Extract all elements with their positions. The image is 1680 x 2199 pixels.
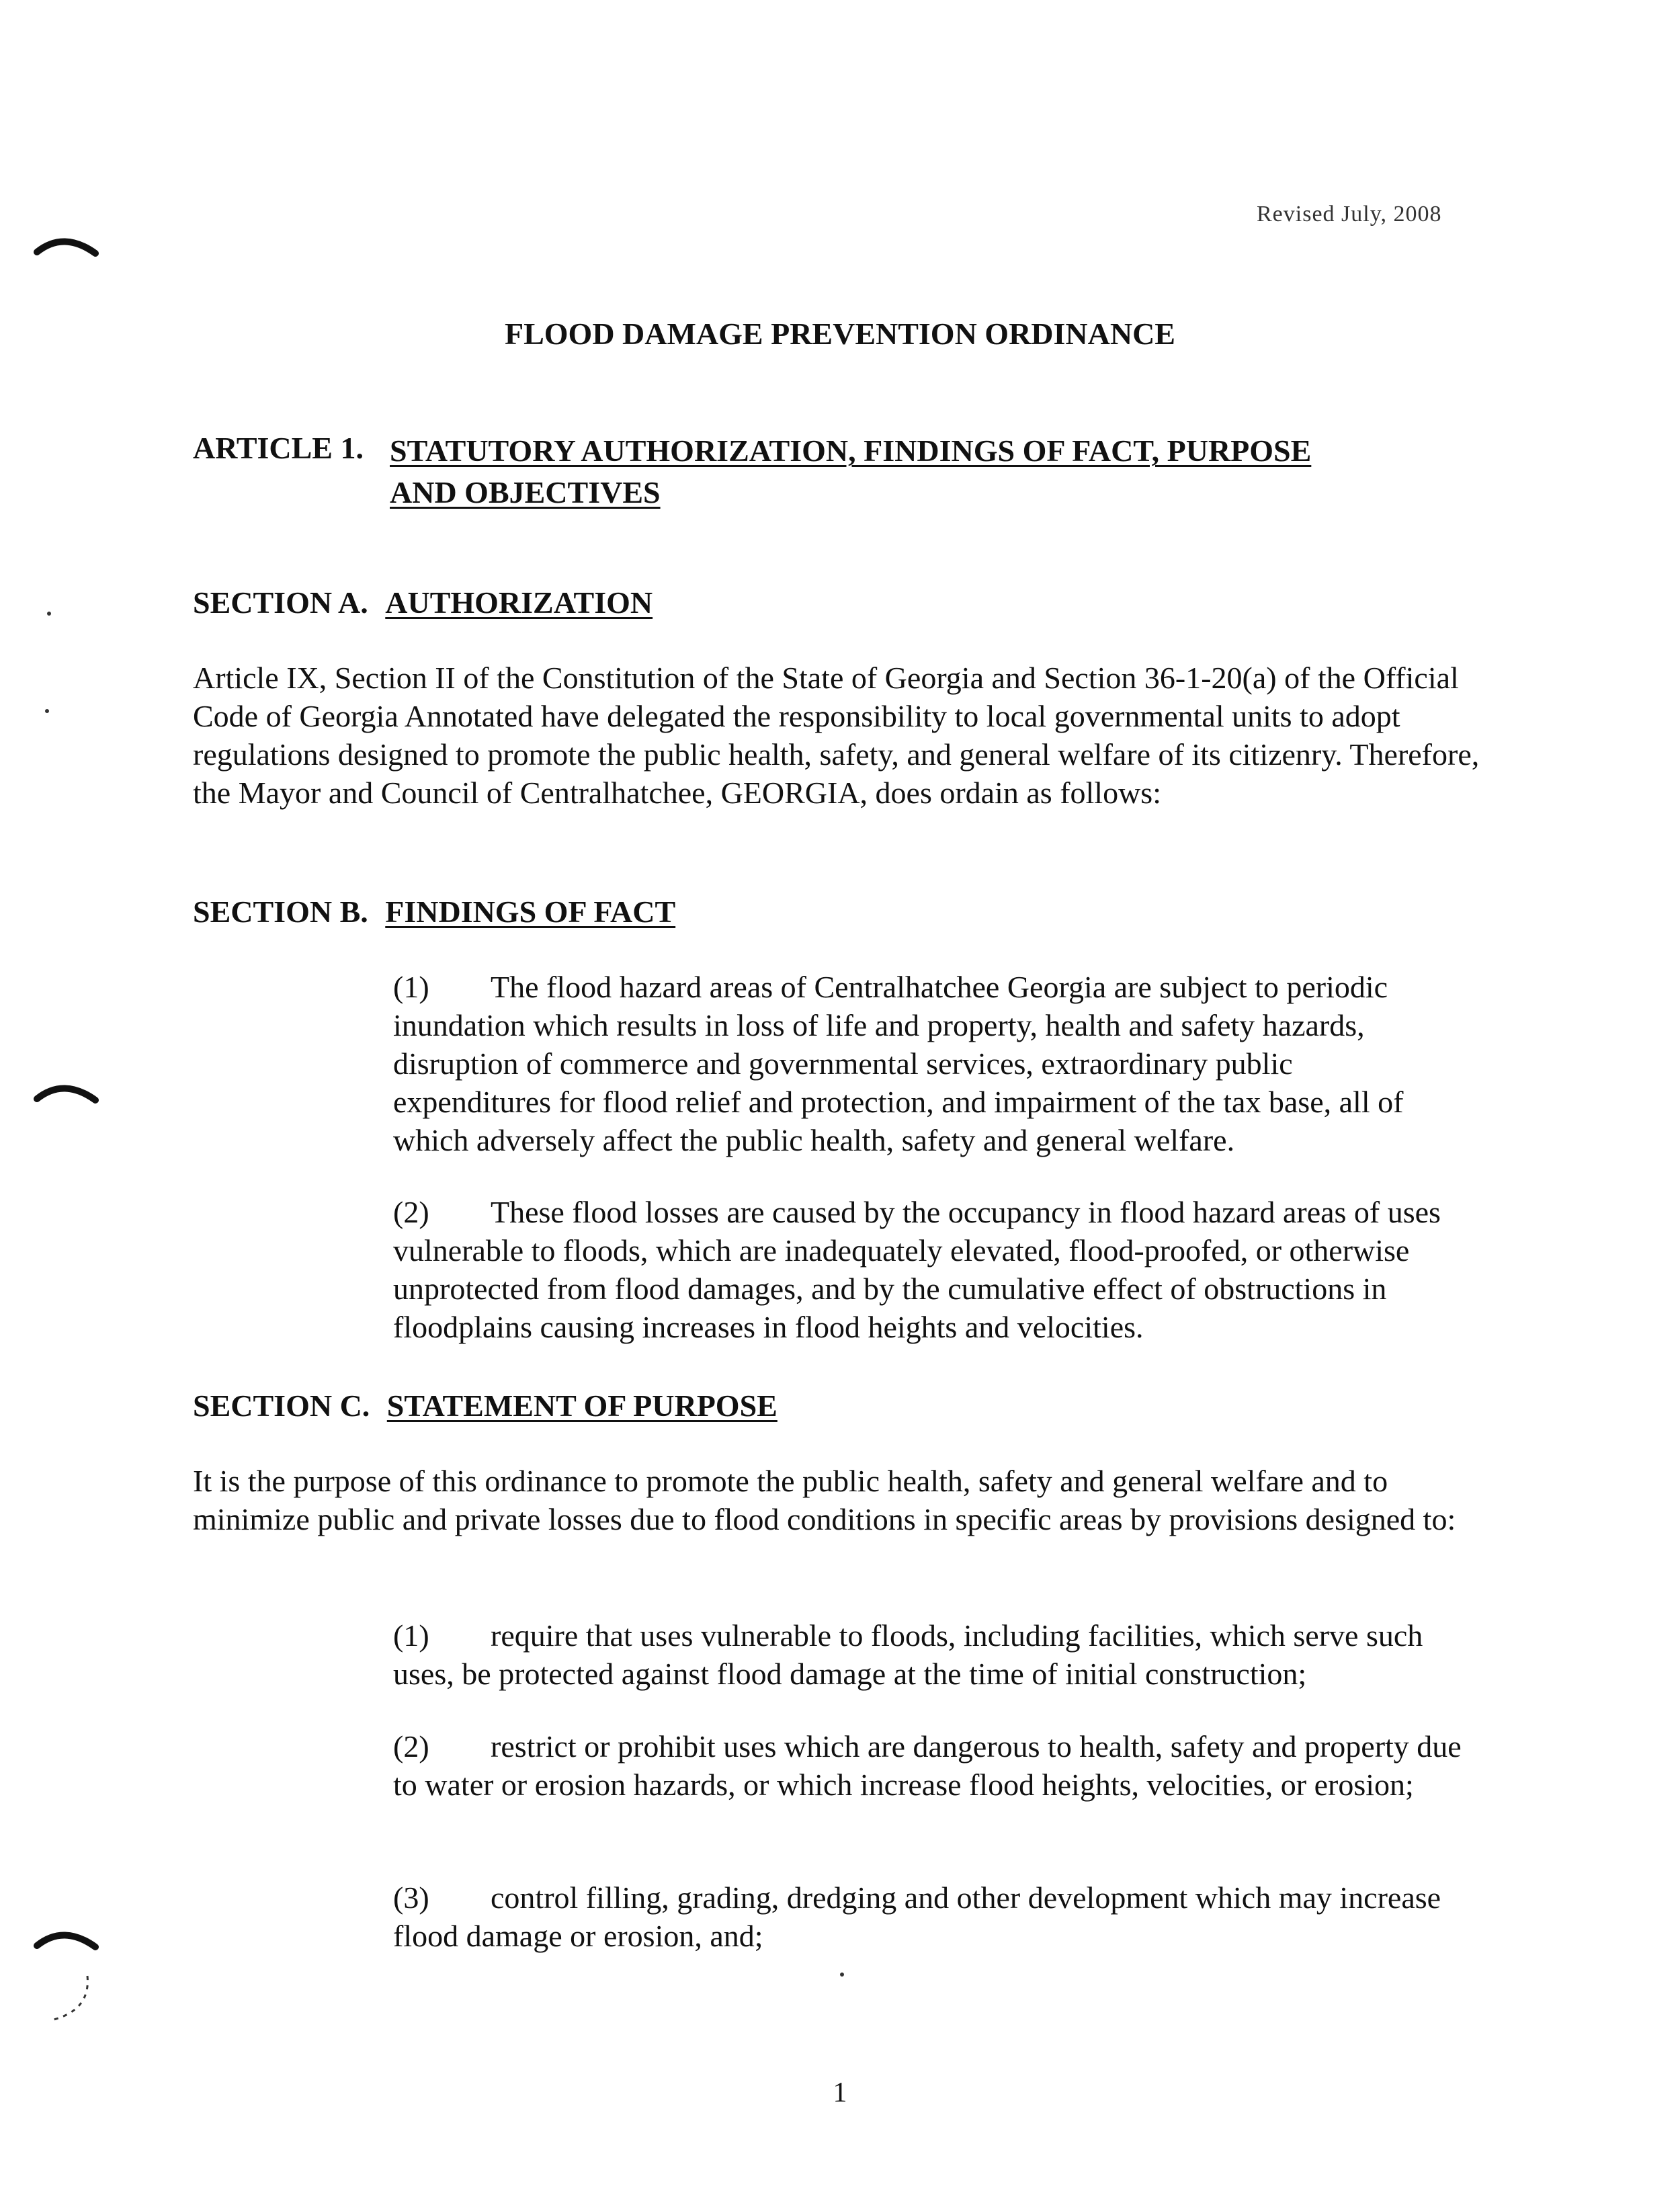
punch-hole-mark-bottom	[34, 1919, 101, 1952]
section-b-heading	[193, 894, 675, 929]
scan-speck-curve	[40, 1973, 101, 2026]
scan-speck	[47, 612, 51, 616]
section-c-body: It is the purpose of this ordinance to promote the public health, safety and general welfare and to minimize public and private losses due to flood conditions in specific areas by provisions designed to:	[193, 1464, 1456, 1536]
article-1-heading	[193, 430, 364, 466]
item-number: (2)	[393, 1195, 429, 1229]
article-title-line-1: STATUTORY AUTHORIZATION, FINDINGS OF FACT, PURPOSE	[390, 433, 1312, 468]
item-text: The flood hazard areas of Centralhatchee Georgia are subject to periodic inundation which results in loss of life and property, health and safety hazards, disruption of commerce and governmental services, extraordinary public expenditures for flood relief and protection, and impairment of the tax base, all of which adversely affect the public health, safety and general welfare.	[393, 970, 1404, 1157]
section-c-item-1	[393, 1616, 1468, 1693]
item-number: (3)	[393, 1880, 429, 1915]
punch-hole-mark-top	[34, 225, 101, 259]
section-a-heading	[193, 585, 653, 620]
document-title: FLOOD DAMAGE PREVENTION ORDINANCE	[505, 317, 1175, 351]
item-text: These flood losses are caused by the occupancy in flood hazard areas of uses vulnerable to floods, which are inadequately elevated, flood-proofed, or otherwise unprotected from flood damages, and by the cumulative effect of obstructions in floodplains causing increases in flood heights and velocities.	[393, 1195, 1441, 1344]
section-a-body: Article IX, Section II of the Constitution of the State of Georgia and Section 36-1-20(a) of the Official Code of Georgia Annotated have delegated the responsibility to local governmental units to adopt regulations designed to promote the public health, safety, and general welfare of its citizenry. Therefore, the Mayor and Council of Centralhatchee, GEORGIA, does ordain as follows:	[193, 661, 1480, 810]
scan-speck	[45, 709, 49, 713]
section-a-label: SECTION A.	[193, 585, 368, 620]
section-b-title: FINDINGS OF FACT	[385, 895, 676, 929]
item-text: restrict or prohibit uses which are dangerous to health, safety and property due to water or erosion hazards, or which increase flood heights, velocities, or erosion;	[393, 1729, 1462, 1802]
punch-hole-mark-middle	[34, 1072, 101, 1106]
section-c-heading	[193, 1388, 778, 1423]
article-1-title	[390, 430, 1311, 513]
section-c-label: SECTION C.	[193, 1388, 370, 1423]
section-c-item-3	[393, 1878, 1468, 1955]
section-b-label: SECTION B.	[193, 895, 368, 929]
article-title-line-2: AND OBJECTIVES	[390, 475, 661, 509]
item-number: (2)	[393, 1729, 429, 1764]
section-c-title: STATEMENT OF PURPOSE	[386, 1388, 778, 1423]
scan-speck	[840, 1973, 844, 1977]
item-number: (1)	[393, 1618, 429, 1653]
section-c-item-2	[393, 1727, 1482, 1804]
article-label: ARTICLE 1.	[193, 431, 364, 465]
item-text: control filling, grading, dredging and other development which may increase flood damage or erosion, and;	[393, 1880, 1441, 1953]
section-b-item-1	[393, 968, 1452, 1159]
item-text: require that uses vulnerable to floods, including facilities, which serve such uses, be protected against flood damage at the time of initial construction;	[393, 1618, 1423, 1691]
section-a-title: AUTHORIZATION	[385, 585, 653, 620]
revision-date: Revised July, 2008	[1257, 202, 1442, 226]
item-number: (1)	[393, 970, 429, 1004]
page-number: 1	[833, 2077, 847, 2108]
section-b-item-2	[393, 1193, 1452, 1346]
